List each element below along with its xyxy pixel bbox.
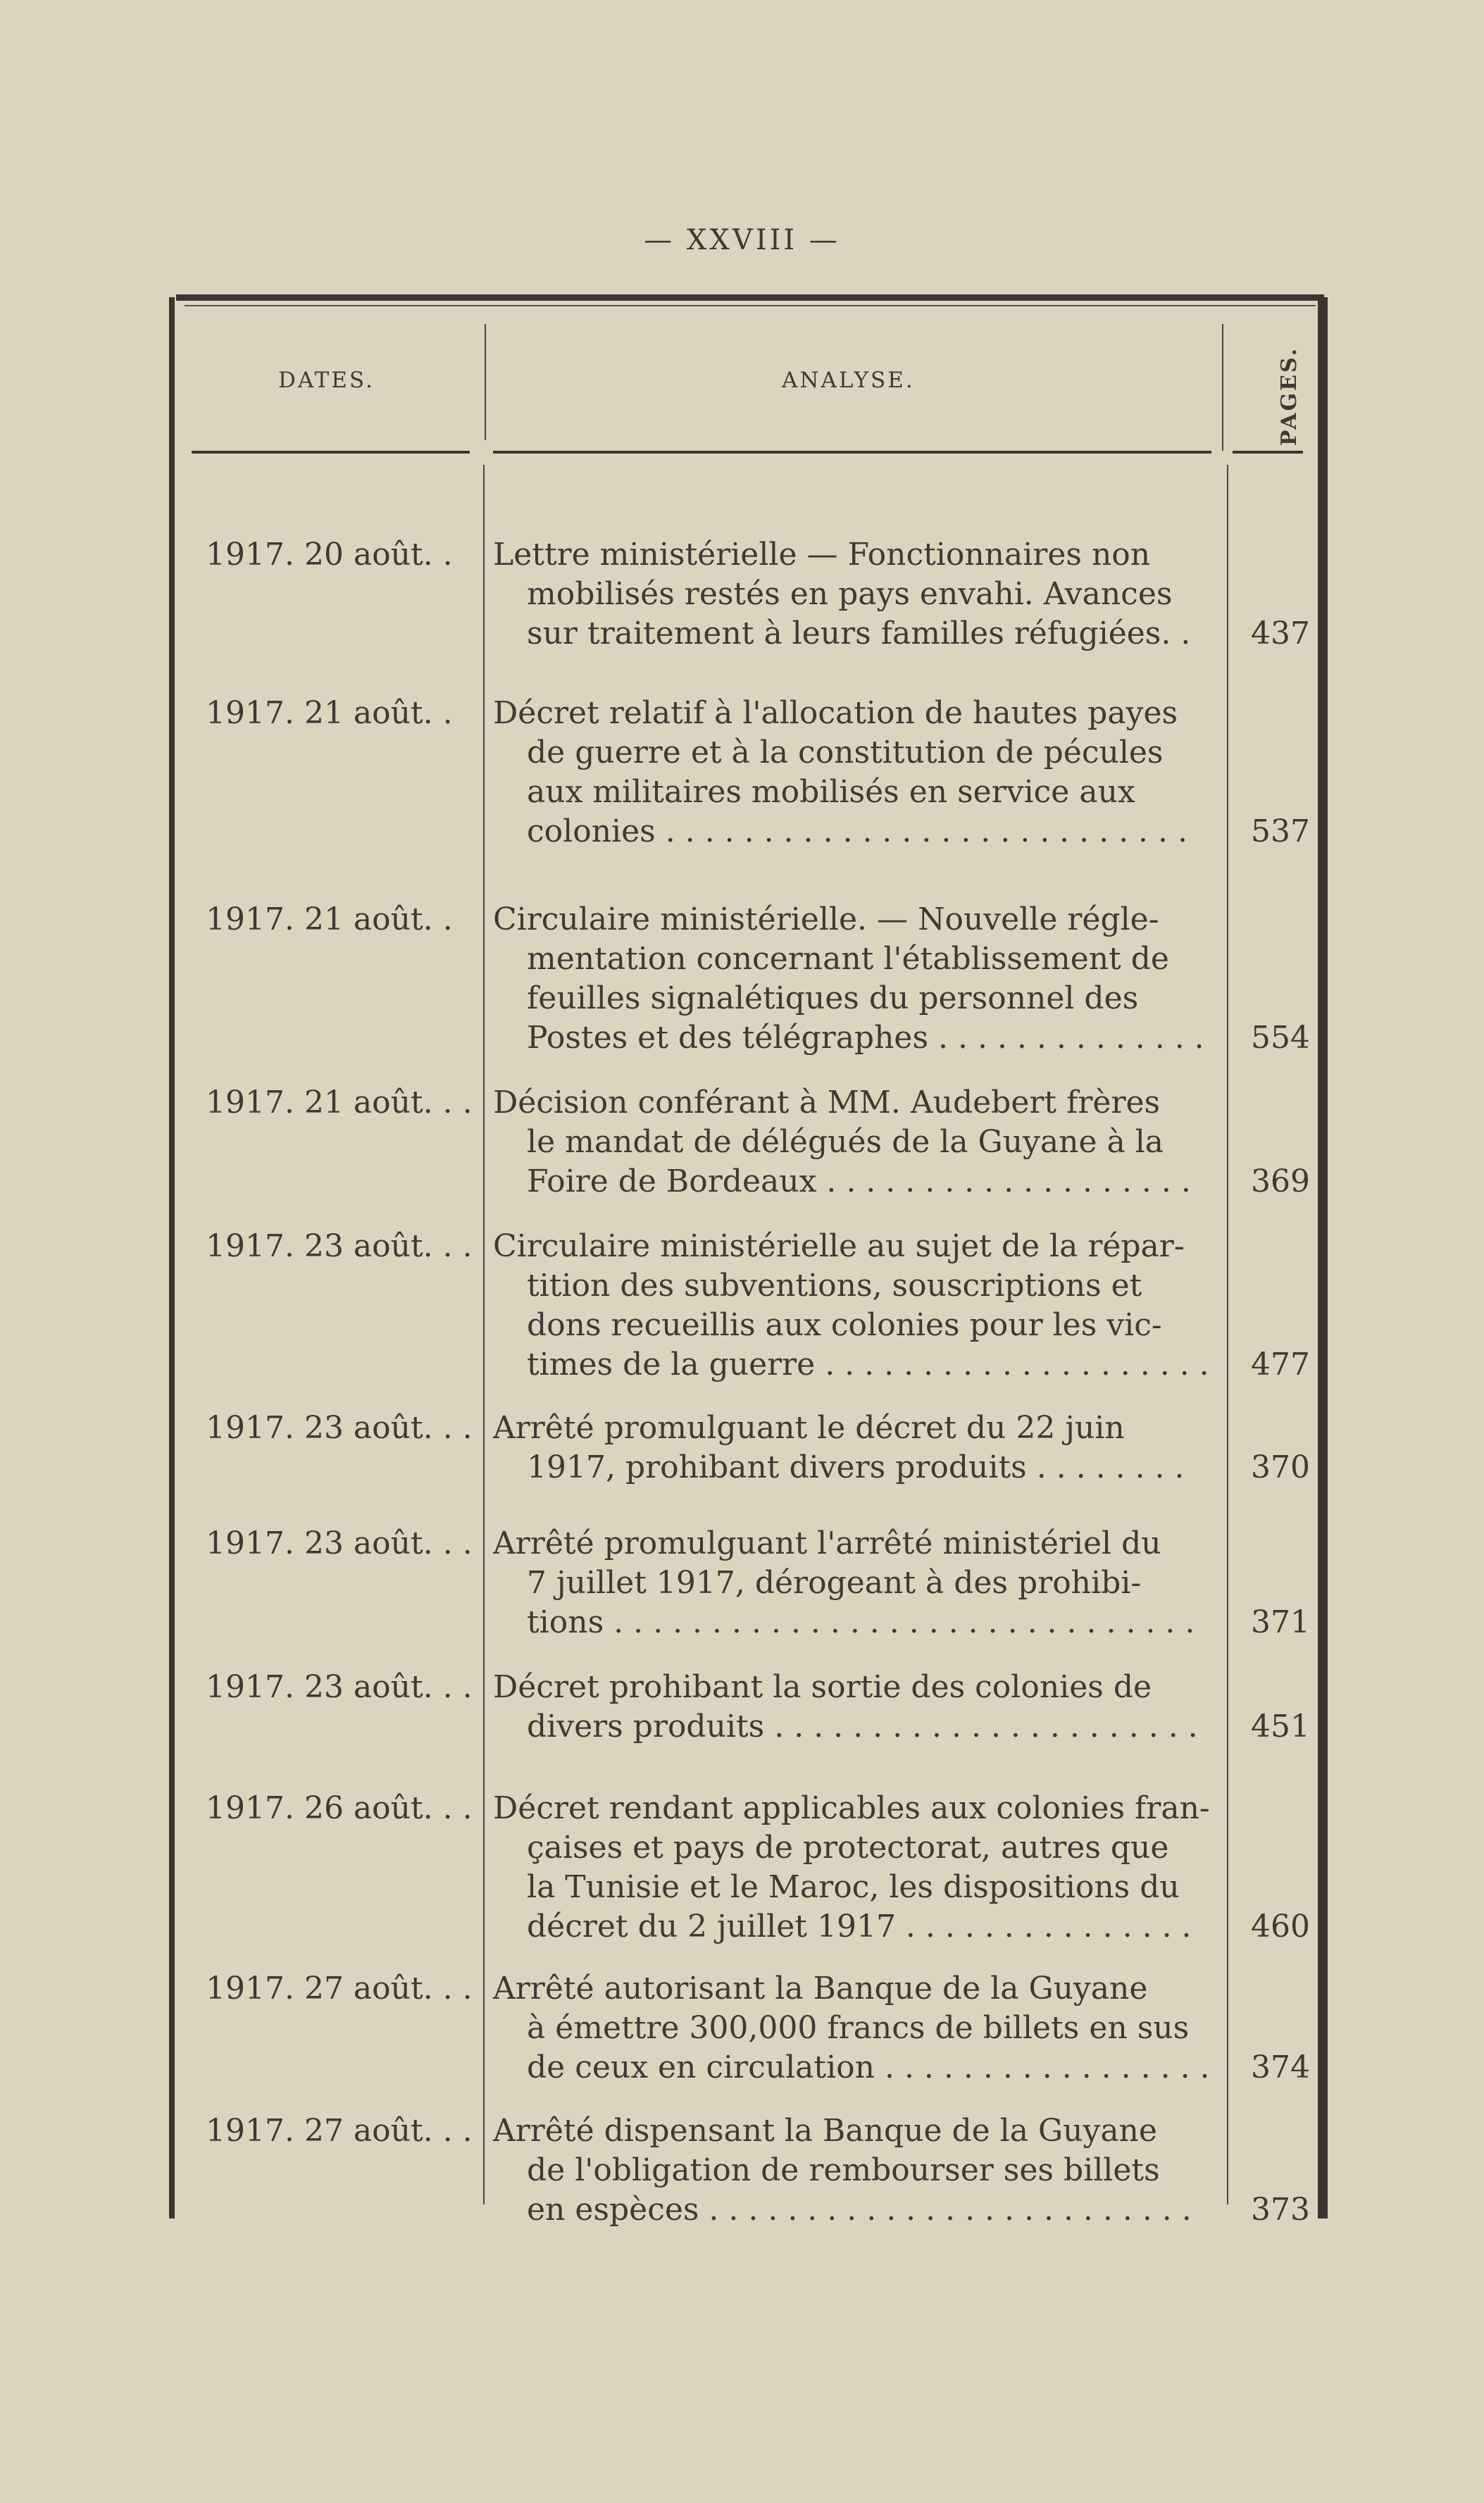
- entry-line: en espèces . . . . . . . . . . . . . . . . . . . . . . . . .: [527, 2192, 1192, 2228]
- entry-page: 460: [1251, 1909, 1310, 1945]
- entry-line: Arrêté promulguant le décret du 22 juin: [493, 1410, 1125, 1446]
- entry-line: divers produits . . . . . . . . . . . . . . . . . . . . . .: [527, 1709, 1198, 1744]
- entry-line: Décret rendant applicables aux colonies fran-: [493, 1790, 1210, 1826]
- entry-analyse: [493, 694, 1218, 851]
- entry-date: 1917. 26 août. . .: [206, 1790, 473, 1826]
- entry-line: tition des subventions, souscriptions et: [527, 1268, 1142, 1304]
- entry-line: le mandat de délégués de la Guyane à la: [527, 1124, 1164, 1160]
- entry-page: 371: [1251, 1604, 1310, 1640]
- entry-analyse: [493, 535, 1218, 654]
- entry-line: 1917, prohibant divers produits . . . . . . . .: [527, 1449, 1185, 1485]
- entry-page: 451: [1251, 1709, 1310, 1744]
- entry-date: 1917. 23 août. . .: [206, 1669, 473, 1705]
- entry-date: 1917. 20 août. .: [206, 537, 453, 573]
- entry-analyse: [493, 1083, 1218, 1201]
- entry-page: 477: [1251, 1347, 1310, 1382]
- entry-line: Arrêté promulguant l'arrêté ministériel du: [493, 1525, 1161, 1561]
- header-rule: [192, 451, 470, 454]
- entry-date: 1917. 23 août. . .: [206, 1228, 473, 1264]
- header-rule: [493, 451, 1211, 454]
- entry-line: tions . . . . . . . . . . . . . . . . . . . . . . . . . . . . . .: [527, 1604, 1195, 1640]
- entry-date: 1917. 23 août. . .: [206, 1525, 473, 1561]
- entry-line: Foire de Bordeaux . . . . . . . . . . . . . . . . . . .: [527, 1163, 1191, 1199]
- entry-line: Décret prohibant la sortie des colonies de: [493, 1669, 1152, 1705]
- entry-page: 369: [1251, 1163, 1310, 1199]
- column-divider: [483, 465, 485, 2204]
- entry-line: Circulaire ministérielle au sujet de la répar-: [493, 1228, 1185, 1264]
- entry-line: sur traitement à leurs familles réfugiées. .: [527, 616, 1191, 651]
- entry-date: 1917. 27 août. . .: [206, 1971, 473, 2006]
- entry-line: feuilles signalétiques du personnel des: [527, 980, 1139, 1016]
- entry-line: Arrêté dispensant la Banque de la Guyane: [493, 2113, 1157, 2149]
- column-divider: [1227, 465, 1228, 2204]
- entry-line: mentation concernant l'établissement de: [527, 941, 1169, 977]
- entry-line: colonies . . . . . . . . . . . . . . . . . . . . . . . . . . .: [527, 813, 1187, 849]
- entry-line: çaises et pays de protectorat, autres que: [527, 1830, 1169, 1866]
- column-header-analyse: ANALYSE.: [782, 368, 915, 393]
- entry-page: 373: [1251, 2192, 1310, 2228]
- entry-analyse: [493, 900, 1218, 1058]
- entry-analyse: [493, 1789, 1218, 1947]
- column-divider: [485, 324, 486, 440]
- entry-date: 1917. 21 août. .: [206, 695, 453, 731]
- entry-page: 370: [1251, 1449, 1310, 1485]
- entry-line: Décision conférant à MM. Audebert frères: [493, 1085, 1161, 1121]
- entry-line: Décret relatif à l'allocation de hautes payes: [493, 695, 1178, 731]
- entry-line: Postes et des télégraphes . . . . . . . . . . . . . .: [527, 1020, 1204, 1056]
- entry-date: 1917. 21 août. .: [206, 901, 453, 937]
- entry-line: aux militaires mobilisés en service aux: [527, 774, 1135, 810]
- header-rule: [1233, 451, 1303, 454]
- entry-page: 374: [1251, 2049, 1310, 2085]
- entry-date: 1917. 27 août. . .: [206, 2113, 473, 2149]
- entry-line: à émettre 300,000 francs de billets en sus: [527, 2010, 1190, 2046]
- entry-analyse: [493, 1969, 1218, 2087]
- entry-page: 554: [1251, 1020, 1310, 1056]
- entry-page: 437: [1251, 616, 1310, 651]
- page-number: — XXVIII —: [644, 224, 840, 256]
- entry-line: Lettre ministérielle — Fonctionnaires non: [493, 537, 1151, 573]
- column-divider: [1222, 324, 1223, 451]
- entry-analyse: [493, 1409, 1218, 1487]
- entry-line: de guerre et à la constitution de pécules: [527, 735, 1164, 770]
- entry-line: la Tunisie et le Maroc, les dispositions du: [527, 1869, 1180, 1905]
- entry-analyse: [493, 2111, 1218, 2230]
- entry-line: times de la guerre . . . . . . . . . . . . . . . . . . . .: [527, 1347, 1209, 1382]
- entry-date: 1917. 23 août. . .: [206, 1410, 473, 1446]
- entry-line: de ceux en circulation . . . . . . . . . . . . . . . . .: [527, 2049, 1210, 2085]
- entry-line: Circulaire ministérielle. — Nouvelle régle-: [493, 901, 1159, 937]
- entry-line: 7 juillet 1917, dérogeant à des prohibi-: [527, 1565, 1142, 1601]
- entry-line: de l'obligation de rembourser ses billets: [527, 2152, 1160, 2188]
- entry-line: Arrêté autorisant la Banque de la Guyane: [493, 1971, 1148, 2006]
- entry-line: mobilisés restés en pays envahi. Avances: [527, 576, 1173, 612]
- column-header-dates: DATES.: [278, 368, 375, 393]
- entry-analyse: [493, 1668, 1218, 1747]
- entry-analyse: [493, 1524, 1218, 1642]
- entry-line: décret du 2 juillet 1917 . . . . . . . . . . . . . . .: [527, 1909, 1192, 1945]
- entry-date: 1917. 21 août. . .: [206, 1085, 473, 1121]
- entry-line: dons recueillis aux colonies pour les vic-: [527, 1307, 1162, 1343]
- column-header-pages: PAGES.: [1277, 346, 1302, 447]
- entry-page: 537: [1251, 813, 1310, 849]
- entry-analyse: [493, 1227, 1218, 1385]
